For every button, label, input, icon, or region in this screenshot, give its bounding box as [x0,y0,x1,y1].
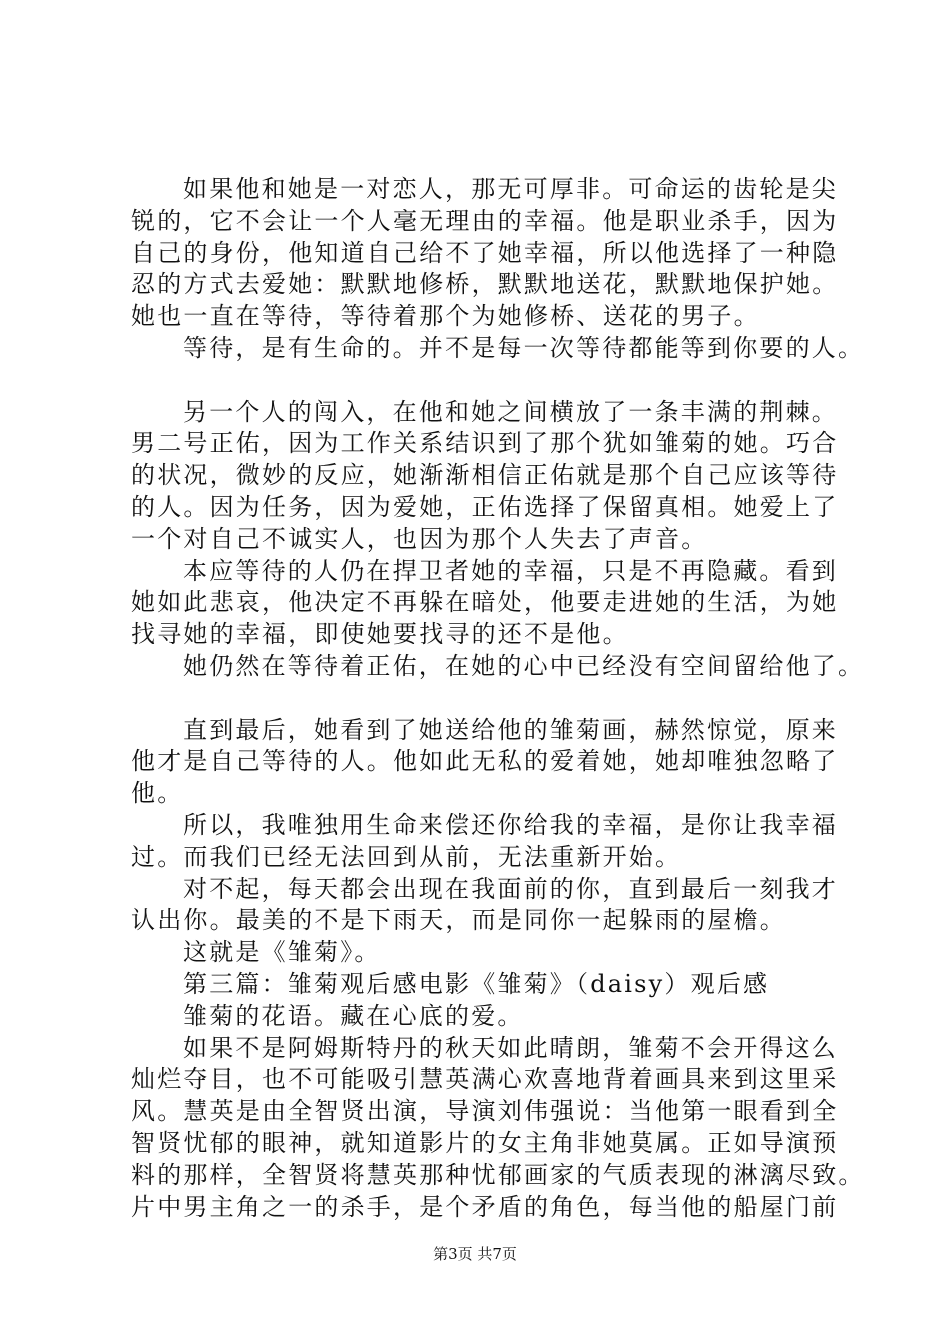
text-line: 她仍然在等待着正佑，在她的心中已经没有空间留给他了。 [183,651,865,680]
text-line: 如果不是阿姆斯特丹的秋天如此晴朗，雏菊不会开得这么 [183,1033,838,1062]
text-line: 他才是自己等待的人。他如此无私的爱着她，她却唯独忽略了 [131,747,839,776]
text-line: 她如此悲哀，他决定不再躲在暗处，他要走进她的生活，为她 [131,588,839,617]
text-line: 她也一直在等待，等待着那个为她修桥、送花的男子。 [131,302,760,331]
text-line: 找寻她的幸福，即使她要找寻的还不是他。 [131,620,629,649]
text-line: 自己的身份，他知道自己给不了她幸福，所以他选择了一种隐 [131,238,839,267]
page-footer: 第3页 共7页 [433,1245,517,1263]
text-line: 一个对自己不诚实人，也因为那个人失去了声音。 [131,524,708,553]
text-line: 另一个人的闯入，在他和她之间横放了一条丰满的荆棘。 [183,397,838,426]
text-line: 雏菊的花语。藏在心底的爱。 [183,1001,524,1030]
text-line: 忍的方式去爱她：默默地修桥，默默地送花，默默地保护她。 [131,270,839,299]
document-body [131,174,865,1223]
text-line: 片中男主角之一的杀手，是个矛盾的角色，每当他的船屋门前 [131,1192,839,1221]
text-line: 对不起，每天都会出现在我面前的你，直到最后一刻我才 [183,874,838,903]
text-line: 他。 [131,779,184,808]
text-line: 灿烂夺目，也不可能吸引慧英满心欢喜地背着画具来到这里采 [131,1065,839,1094]
text-line: 锐的，它不会让一个人毫无理由的幸福。他是职业杀手，因为 [131,206,839,235]
blank-line [131,365,831,397]
text-line: 智贤忧郁的眼神，就知道影片的女主角非她莫属。正如导演预 [131,1128,839,1157]
text-line: 过。而我们已经无法回到从前，无法重新开始。 [131,842,682,871]
text-line: 这就是《雏菊》。 [183,938,381,967]
text-line: 的状况，微妙的反应，她渐渐相信正佑就是那个自己应该等待 [131,461,839,490]
text-line: 直到最后，她看到了她送给他的雏菊画，赫然惊觉，原来 [183,715,838,744]
text-line: 等待，是有生命的。并不是每一次等待都能等到你要的人。 [183,333,865,362]
text-line: 风。慧英是由全智贤出演，导演刘伟强说：当他第一眼看到全 [131,1097,839,1126]
text-line: 的人。因为任务，因为爱她，正佑选择了保留真相。她爱上了 [131,492,839,521]
text-line: 男二号正佑，因为工作关系结识到了那个犹如雏菊的她。巧合 [131,429,839,458]
text-line: 本应等待的人仍在捍卫者她的幸福，只是不再隐藏。看到 [183,556,838,585]
blank-line [131,683,831,715]
text-line: 第三篇：雏菊观后感电影《雏菊》（daisy）观后感 [183,969,770,998]
text-line: 料的那样，全智贤将慧英那种忧郁画家的气质表现的淋漓尽致。 [131,1160,865,1189]
text-line: 所以，我唯独用生命来偿还你给我的幸福，是你让我幸福 [183,810,838,839]
text-line: 如果他和她是一对恋人，那无可厚非。可命运的齿轮是尖 [183,175,838,203]
text-line: 认出你。最美的不是下雨天，而是同你一起躲雨的屋檐。 [131,906,786,935]
